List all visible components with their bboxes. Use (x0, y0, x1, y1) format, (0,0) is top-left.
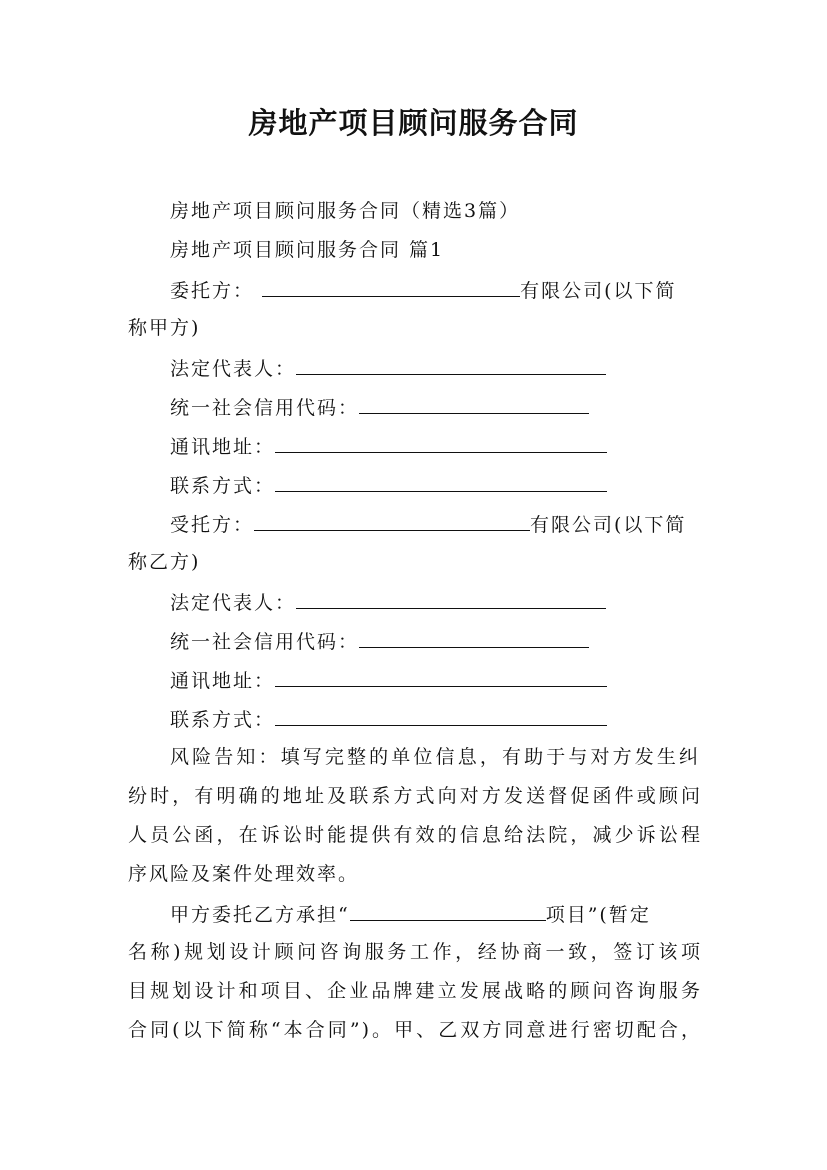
client-legal-rep-line (170, 352, 606, 384)
risk-notice-line-1: 风险告知：填写完整的单位信息，有助于与对方发生纠 (170, 746, 700, 768)
body-line-1-suffix: 项目”(暂定 (545, 904, 651, 926)
client-label: 委托方： (170, 280, 255, 302)
risk-notice-line-4: 序风险及案件处理效率。 (128, 863, 360, 885)
contractor-contact-line (170, 703, 607, 735)
body-line-1 (170, 898, 651, 930)
section-heading: 房地产项目顾问服务合同 篇1 (170, 239, 445, 261)
contractor-address-label: 通讯地址： (170, 670, 276, 692)
document-subtitle: 房地产项目顾问服务合同（精选3篇） (170, 200, 521, 222)
contractor-suffix-cont: 称乙方) (128, 551, 201, 573)
client-credit-code-line (170, 391, 589, 423)
client-legal-rep-label: 法定代表人： (170, 358, 297, 380)
contractor-credit-code-line (170, 625, 589, 657)
risk-notice-line-3: 人员公函，在诉讼时能提供有效的信息给法院，减少诉讼程 (128, 824, 702, 846)
client-contact-label: 联系方式： (170, 475, 276, 497)
client-credit-code-label: 统一社会信用代码： (170, 397, 360, 419)
contractor-name-blank[interactable] (254, 508, 530, 531)
contractor-legal-rep-blank[interactable] (296, 586, 606, 609)
client-legal-rep-blank[interactable] (296, 352, 606, 375)
client-credit-code-blank[interactable] (359, 391, 589, 414)
contractor-contact-blank[interactable] (275, 703, 607, 726)
contractor-address-blank[interactable] (275, 664, 607, 687)
contractor-credit-code-blank[interactable] (359, 625, 589, 648)
risk-notice-line-2: 纷时，有明确的地址及联系方式向对方发送督促函件或顾问 (128, 785, 702, 807)
client-suffix: 有限公司(以下简 (520, 280, 677, 302)
contractor-legal-rep-label: 法定代表人： (170, 592, 297, 614)
contractor-suffix: 有限公司(以下简 (530, 514, 687, 536)
document-title: 房地产项目顾问服务合同 (248, 106, 579, 140)
client-contact-blank[interactable] (275, 469, 607, 492)
contractor-contact-label: 联系方式： (170, 709, 276, 731)
contractor-line (170, 508, 686, 540)
contractor-address-line (170, 664, 607, 696)
body-line-3: 目规划设计和项目、企业品牌建立发展战略的顾问咨询服务 (128, 980, 702, 1002)
client-contact-line (170, 469, 607, 501)
client-suffix-cont: 称甲方) (128, 317, 201, 339)
contractor-label: 受托方： (170, 514, 255, 536)
body-line-2: 名称)规划设计顾问咨询服务工作，经协商一致，签订该项 (128, 941, 702, 963)
body-line-1-prefix: 甲方委托乙方承担“ (170, 904, 350, 926)
client-address-blank[interactable] (275, 430, 607, 453)
project-name-blank[interactable] (350, 898, 546, 921)
contractor-legal-rep-line (170, 586, 606, 618)
client-address-label: 通讯地址： (170, 436, 276, 458)
contractor-credit-code-label: 统一社会信用代码： (170, 631, 360, 653)
body-line-4: 合同(以下简称“本合同”)。甲、乙双方同意进行密切配合， (128, 1019, 702, 1041)
client-line (170, 274, 676, 306)
client-address-line (170, 430, 607, 462)
client-name-blank[interactable] (262, 274, 520, 297)
